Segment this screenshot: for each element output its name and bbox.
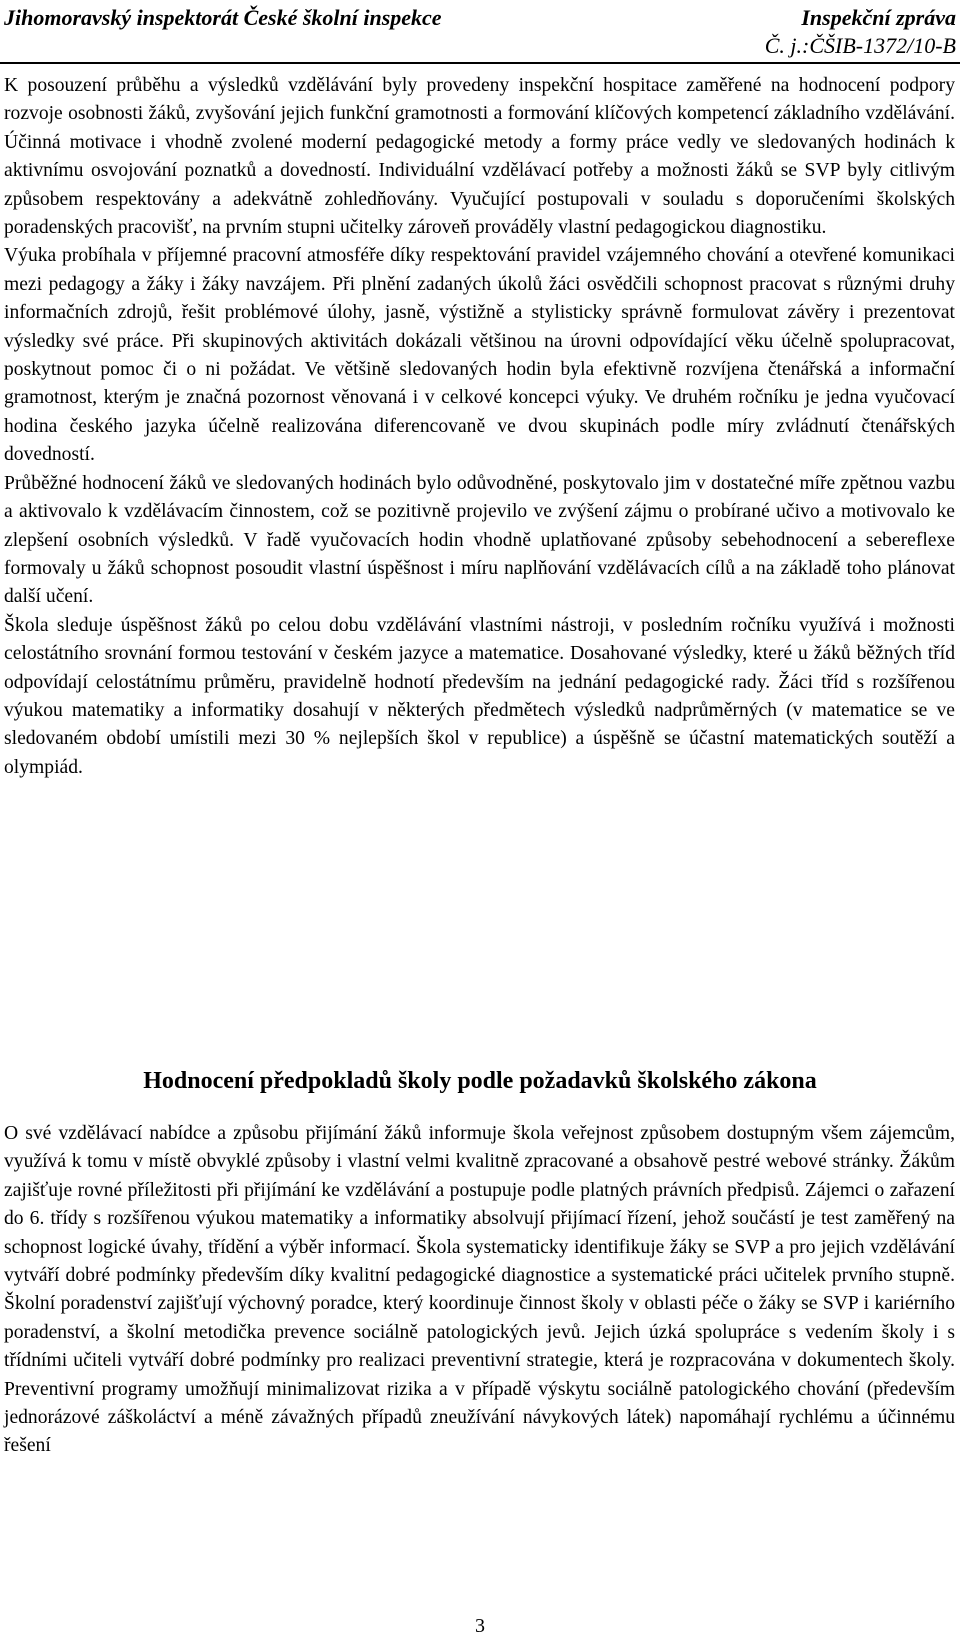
header-reference-number: Č. j.:ČŠIB-1372/10-B [764, 33, 956, 58]
paragraph: Průběžné hodnocení žáků ve sledovaných hodinách bylo odůvodněné, poskytovalo jim v dostatečné míře zpětnou vazbu a aktivovalo k vzdělávacím činnostem, což se pozitivně projevilo ve zvýšení zájmu o probírané učivo a motivovalo ke zlepšení osobních výsledků. V řadě vyučovacích hodin vhodně uplatňované způsoby sebehodnocení a sebereflexe formovaly u žáků schopnost posoudit vlastní úspěšnost i míru naplňování vzdělávacích cílů a na základě toho plánovat další učení. [4, 472, 955, 608]
paragraph: Škola sleduje úspěšnost žáků po celou dobu vzdělávání vlastními nástroji, v posledním ročníku využívá i možnosti celostátního srovnání formou testování v českém jazyce a matematice. Dosahované výsledky, které u žáků běžných tříd odpovídají celostátnímu průměru, pravidelně hodnotí především na jednání pedagogické rady. Žáci tříd s rozšířenou výukou matematiky a informatiky dosahují v některých předmětech výsledků nadprůměrných (v matematice se ve sledovaném období umístili mezi 30 % nejlepších škol v republice) a úspěšně se účastní matematických soutěží a olympiád. [4, 614, 955, 778]
page-number: 3 [475, 1615, 485, 1637]
paragraph: K posouzení průběhu a výsledků vzdělávání byly provedeny inspekční hospitace zaměřené na hodnocení podpory rozvoje osobnosti žáků, zvyšování jejich funkční gramotnosti a formování klíčových kompetencí základního vzdělávání. Účinná motivace i vhodně zvolené moderní pedagogické metody a formy práce vedly ve sledovaných hodinách k aktivnímu osvojování poznatků a dovedností. Individuální vzdělávací potřeby a možnosti žáků se SVP byly citlivým způsobem respektovány a adekvátně zohledňovány. Vyučující postupovali v souladu s doporučeními školských poradenských pracovišť, na prvním stupni učitelky zároveň prováděly vlastní pedagogickou diagnostiku. [4, 75, 955, 239]
header-inspectorate: Jihomoravský inspektorát České školní inspekce [4, 5, 442, 30]
section-education-assessment [4, 72, 955, 782]
header-report-info [765, 4, 956, 60]
paragraph: O své vzdělávací nabídce a způsobu přijímání žáků informuje škola veřejnost způsobem dostupným všem zájemcům, využívá k tomu v místě obvyklé způsoby i vlastní velmi kvalitně zpracované a obsahově pestré webové stránky. Žákům zajišťuje rovné příležitosti při přijímání ke vzdělávání a postupuje podle platných právních předpisů. Zájemci o zařazení do 6. třídy s rozšířenou výukou matematiky a informatiky absolvují přijímací řízení, jehož součástí je test zaměřený na schopnost logické úvahy, třídění a výběr informací. Škola systematicky identifikuje žáky se SVP a pro jejich vzdělávání vytváří dobré podmínky především díky kvalitní pedagogické diagnostice a systematické práci učitelek prvního stupně. Školní poradenství zajišťují výchovný poradce, který koordinuje činnost školy v oblasti péče o žáky se SVP i kariérního poradenství, a školní metodička prevence sociálně patologických jevů. Jejich úzká spolupráce s vedením školy i s třídními učiteli vytváří dobré podmínky pro realizaci preventivní strategie, která je rozpracována v dokumentech školy. Preventivní programy umožňují minimalizovat rizika a v případě výskytu sociálně patologického chování (především jednorázové záškoláctví a méně závažných případů zneužívání návykových látek) napomáhají rychlému a účinnému řešení [4, 1123, 955, 1457]
page-header [0, 0, 960, 62]
paragraph: Výuka probíhala v příjemné pracovní atmosféře díky respektování pravidel vzájemného chování a otevřené komunikaci mezi pedagogy a žáky i žáky navzájem. Při plnění zadaných úkolů žáci osvědčili schopnost pracovat s různými druhy informačních zdrojů, řešit problémové úlohy, jasně, výstižně a stylisticky správně formulovat závěry i prezentovat výsledky své práce. Při skupinových aktivitách dokázali většinou na úrovni odpovídající věku účelně spolupracovat, poskytnout pomoc či o ni požádat. Ve většině sledovaných hodin byla efektivně rozvíjena čtenářská a informační gramotnost, kterým je značná pozornost věnovaná i v celkové koncepci výuky. Ve druhém ročníku je jedna vyučovací hodina českého jazyka účelně realizována diferencovaně ve dvou skupinách podle míry zvládnutí čtenářských dovedností. [4, 245, 955, 466]
section-heading: Hodnocení předpokladů školy podle požadavků školského zákona [143, 1068, 817, 1094]
section-school-prerequisites [4, 1120, 955, 1461]
header-divider [0, 62, 960, 64]
header-report-title: Inspekční zpráva [801, 5, 956, 30]
